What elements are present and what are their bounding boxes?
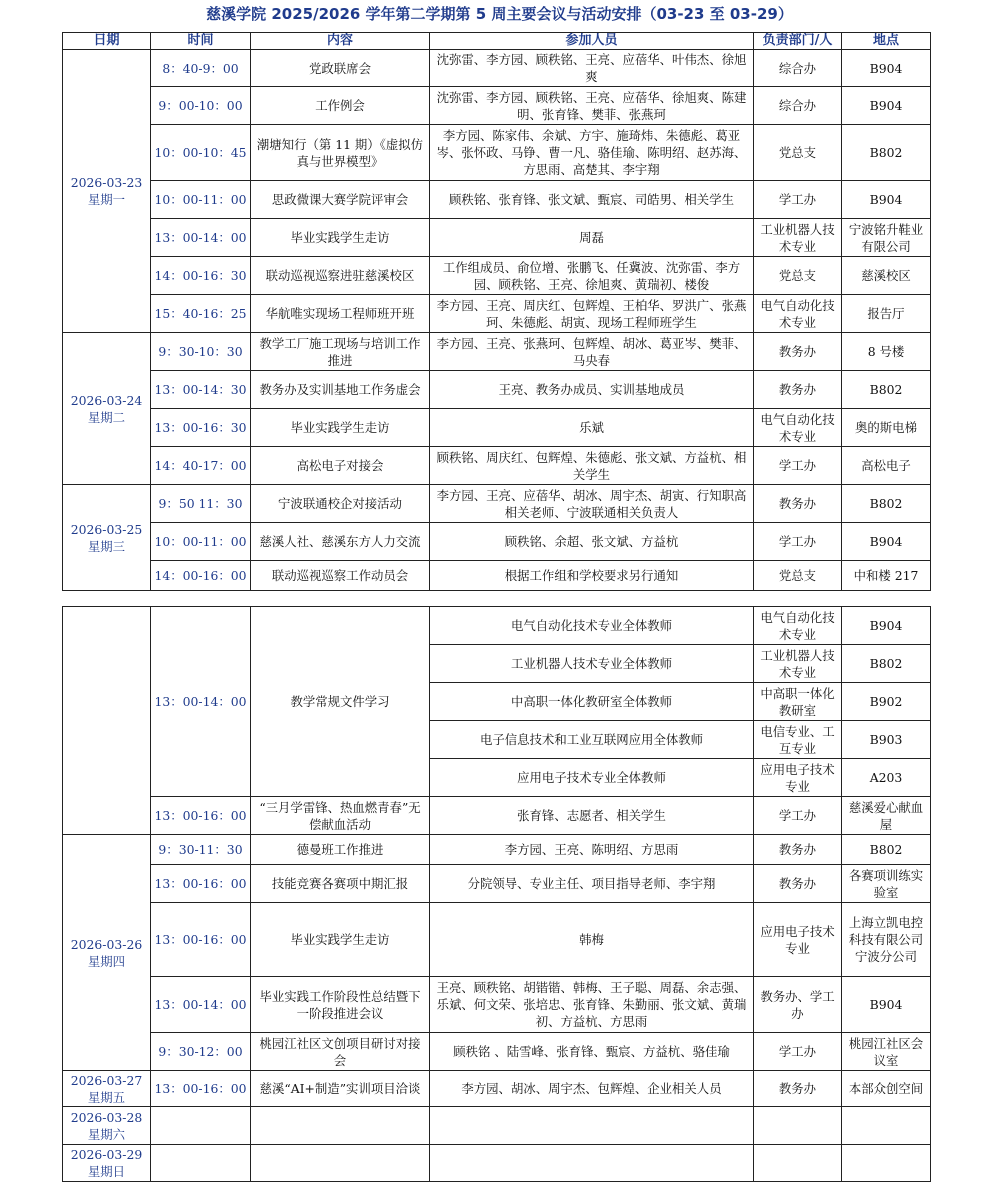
participants-cell: 李方园、陈家伟、余斌、方宇、施琦炜、朱德彪、葛亚岑、张怀政、马铮、曹一凡、骆佳瑜、陈明绍、赵苏海、方思雨、高楚其、李宇翔	[430, 125, 754, 181]
department-cell: 应用电子技术专业	[754, 759, 842, 797]
location-cell: 中和楼 217	[842, 561, 931, 591]
weekday-text: 星期三	[87, 538, 126, 554]
date-text: 2026-03-26	[70, 936, 143, 952]
table-row	[63, 523, 931, 561]
department-cell: 应用电子技术专业	[754, 903, 842, 977]
table-row	[63, 257, 931, 295]
participants-cell: 顾秩铭、余超、张文斌、方益杭	[430, 523, 754, 561]
time-cell: 10：00-11：00	[151, 181, 251, 219]
content-cell-empty	[251, 1145, 430, 1182]
table-row	[63, 1033, 931, 1071]
header-date: 日期	[63, 33, 151, 50]
location-cell: B904	[842, 181, 931, 219]
header-content: 内容	[251, 33, 430, 50]
time-cell: 14：00-16：30	[151, 257, 251, 295]
schedule-table-upper	[62, 32, 931, 591]
content-cell: 慈溪“AI+制造”实训项目洽谈	[251, 1071, 430, 1107]
content-cell: 桃园江社区文创项目研讨对接会	[251, 1033, 430, 1071]
date-text: 2026-03-29	[70, 1147, 143, 1162]
location-cell: 慈溪爱心献血屋	[842, 797, 931, 835]
department-cell: 学工办	[754, 523, 842, 561]
participants-cell: 李方园、胡冰、周宇杰、包辉煌、企业相关人员	[430, 1071, 754, 1107]
department-cell: 综合办	[754, 87, 842, 125]
participants-cell: 顾秩铭、张育锋、张文斌、甄宸、司皓男、相关学生	[430, 181, 754, 219]
location-cell: 上海立凯电控科技有限公司宁波分公司	[842, 903, 931, 977]
content-cell: 毕业实践学生走访	[251, 903, 430, 977]
content-cell: 德曼班工作推进	[251, 835, 430, 865]
date-text: 2026-03-25	[70, 521, 143, 537]
content-cell: 技能竞赛各赛项中期汇报	[251, 865, 430, 903]
location-cell: B802	[842, 835, 931, 865]
participants-cell: 顾秩铭 、陆雪峰、张育锋、甄宸、方益杭、骆佳瑜	[430, 1033, 754, 1071]
location-cell: 8 号楼	[842, 333, 931, 371]
time-cell: 10：00-11：00	[151, 523, 251, 561]
table-row	[63, 977, 931, 1033]
participants-cell: 李方园、王亮、张燕珂、包辉煌、胡冰、葛亚岑、樊菲、马央春	[430, 333, 754, 371]
content-cell: 教务办及实训基地工作务虚会	[251, 371, 430, 409]
time-cell-empty	[151, 1107, 251, 1145]
location-cell: 宁波铭升鞋业有限公司	[842, 219, 931, 257]
department-cell: 综合办	[754, 50, 842, 87]
header-department: 负责部门/人	[754, 33, 842, 50]
participants-cell: 顾秩铭、周庆红、包辉煌、朱德彪、张文斌、方益杭、相关学生	[430, 447, 754, 485]
department-cell: 工业机器人技术专业	[754, 219, 842, 257]
weekday-text: 星期一	[87, 192, 126, 207]
date-text: 2026-03-27	[70, 1072, 143, 1088]
content-cell: 工作例会	[251, 87, 430, 125]
time-cell: 13：00-16：00	[151, 1071, 251, 1107]
participants-cell: 电气自动化技术专业全体教师	[430, 607, 754, 645]
department-cell: 电信专业、工互专业	[754, 721, 842, 759]
table-row	[63, 333, 931, 371]
table-row	[63, 1071, 931, 1107]
content-cell: 慈溪人社、慈溪东方人力交流	[251, 523, 430, 561]
department-cell: 学工办	[754, 447, 842, 485]
participants-cell: 应用电子技术专业全体教师	[430, 759, 754, 797]
header-time: 时间	[151, 33, 251, 50]
participants-cell: 李方园、王亮、陈明绍、方思雨	[430, 835, 754, 865]
time-cell: 13：00-14：00	[151, 977, 251, 1033]
time-cell-empty	[151, 1145, 251, 1182]
department-cell: 教务办	[754, 485, 842, 523]
participants-cell: 王亮、顾秩铭、胡锴锴、韩梅、王子聪、周磊、余志强、乐斌、何文荣、张培忠、张育锋、朱勤丽、张文斌、黄瑞初、方益杭、方思雨	[430, 977, 754, 1033]
content-cell: 高松电子对接会	[251, 447, 430, 485]
content-cell: 华航唯实现场工程师班开班	[251, 295, 430, 333]
time-cell: 13：00-16：00	[151, 903, 251, 977]
location-cell: 桃园江社区会议室	[842, 1033, 931, 1071]
participants-cell: 沈弥雷、李方园、顾秩铭、王亮、应蓓华、徐旭爽、陈建明、张育锋、樊菲、张燕珂	[430, 87, 754, 125]
participants-cell: 李方园、王亮、周庆红、包辉煌、王柏华、罗洪广、张燕珂、朱德彪、胡寅、现场工程师班学生	[430, 295, 754, 333]
date-cell	[63, 485, 151, 591]
weekday-text: 星期二	[87, 409, 126, 425]
department-cell: 工业机器人技术专业	[754, 645, 842, 683]
participants-cell-empty	[430, 1107, 754, 1145]
content-cell-empty	[251, 1107, 430, 1145]
time-cell: 13：00-14：00	[151, 607, 251, 797]
participants-cell: 张育锋、志愿者、相关学生	[430, 797, 754, 835]
participants-cell: 李方园、王亮、应蓓华、胡冰、周宇杰、胡寅、行知职高相关老师、宁波联通相关负责人	[430, 485, 754, 523]
participants-cell-empty	[430, 1145, 754, 1182]
time-cell: 9：30-10：30	[151, 333, 251, 371]
department-cell: 中高职一体化教研室	[754, 683, 842, 721]
weekday-text: 星期五	[87, 1089, 126, 1105]
table-row	[63, 87, 931, 125]
page-title: 慈溪学院 2025/2026 学年第二学期第 5 周主要会议与活动安排（03-23 至 03-29）	[206, 5, 793, 23]
table-row	[63, 447, 931, 485]
location-cell: B902	[842, 683, 931, 721]
location-cell: 各赛项训练实验室	[842, 865, 931, 903]
department-cell: 教务办	[754, 865, 842, 903]
date-cell	[63, 50, 151, 333]
table-row	[63, 409, 931, 447]
participants-cell: 沈弥雷、李方园、顾秩铭、王亮、应蓓华、叶伟杰、徐旭爽	[430, 50, 754, 87]
content-cell: 党政联席会	[251, 50, 430, 87]
table-row	[63, 835, 931, 865]
participants-cell: 中高职一体化教研室全体教师	[430, 683, 754, 721]
time-cell: 9：50 11：30	[151, 485, 251, 523]
weekday-text: 星期四	[87, 953, 126, 969]
content-cell: 联动巡视巡察进驻慈溪校区	[251, 257, 430, 295]
time-cell: 15：40-16：25	[151, 295, 251, 333]
content-cell: 毕业实践学生走访	[251, 219, 430, 257]
participants-cell: 电子信息技术和工业互联网应用全体教师	[430, 721, 754, 759]
header-location: 地点	[842, 33, 931, 50]
table-row	[63, 219, 931, 257]
content-cell: “三月学雷锋、热血燃青春”无偿献血活动	[251, 797, 430, 835]
time-cell: 13：00-14：00	[151, 219, 251, 257]
content-cell: 教学常规文件学习	[251, 607, 430, 797]
table-row	[63, 607, 931, 645]
date-cell	[63, 1107, 151, 1145]
date-cell-empty	[63, 607, 151, 835]
content-cell: 潮塘知行（第 11 期）《虚拟仿真与世界模型》	[251, 125, 430, 181]
date-cell	[63, 1145, 151, 1182]
department-cell: 电气自动化技术专业	[754, 409, 842, 447]
time-cell: 9：00-10：00	[151, 87, 251, 125]
location-cell: B802	[842, 371, 931, 409]
date-cell	[63, 835, 151, 1071]
department-cell: 学工办	[754, 181, 842, 219]
table-row	[63, 295, 931, 333]
time-cell: 13：00-16：30	[151, 409, 251, 447]
location-cell: B904	[842, 607, 931, 645]
time-cell: 14：40-17：00	[151, 447, 251, 485]
table-row	[63, 485, 931, 523]
department-cell: 党总支	[754, 125, 842, 181]
table-row	[63, 865, 931, 903]
location-cell: B903	[842, 721, 931, 759]
location-cell: B802	[842, 125, 931, 181]
table-row	[63, 50, 931, 87]
table-row	[63, 903, 931, 977]
department-cell: 学工办	[754, 797, 842, 835]
content-cell: 联动巡视巡察工作动员会	[251, 561, 430, 591]
department-cell: 教务办	[754, 835, 842, 865]
table-row	[63, 181, 931, 219]
participants-cell: 王亮、教务办成员、实训基地成员	[430, 371, 754, 409]
date-cell	[63, 333, 151, 485]
table-row	[63, 125, 931, 181]
department-cell: 教务办	[754, 371, 842, 409]
time-cell: 9：30-12：00	[151, 1033, 251, 1071]
participants-cell: 周磊	[430, 219, 754, 257]
participants-cell: 根据工作组和学校要求另行通知	[430, 561, 754, 591]
department-cell-empty	[754, 1145, 842, 1182]
table-row	[63, 1107, 931, 1145]
department-cell: 电气自动化技术专业	[754, 295, 842, 333]
location-cell-empty	[842, 1107, 931, 1145]
location-cell: A203	[842, 759, 931, 797]
participants-cell: 工作组成员、俞位增、张鹏飞、任冀波、沈弥雷、李方园、顾秩铭、王亮、徐旭爽、黄瑞初、楼俊	[430, 257, 754, 295]
content-cell: 宁波联通校企对接活动	[251, 485, 430, 523]
department-cell: 教务办	[754, 333, 842, 371]
participants-cell: 乐斌	[430, 409, 754, 447]
date-text: 2026-03-23	[70, 175, 143, 190]
department-cell: 党总支	[754, 257, 842, 295]
department-cell: 学工办	[754, 1033, 842, 1071]
location-cell: B904	[842, 87, 931, 125]
weekday-text: 星期日	[87, 1164, 126, 1179]
schedule-table-lower	[62, 606, 931, 1182]
department-cell: 党总支	[754, 561, 842, 591]
table-row	[63, 1145, 931, 1182]
location-cell: 报告厅	[842, 295, 931, 333]
time-cell: 14：00-16：00	[151, 561, 251, 591]
weekday-text: 星期六	[87, 1126, 126, 1142]
location-cell: 奥的斯电梯	[842, 409, 931, 447]
table-row	[63, 561, 931, 591]
content-cell: 毕业实践学生走访	[251, 409, 430, 447]
location-cell: B904	[842, 523, 931, 561]
content-cell: 教学工厂施工现场与培训工作推进	[251, 333, 430, 371]
time-cell: 8：40-9：00	[151, 50, 251, 87]
time-cell: 9：30-11：30	[151, 835, 251, 865]
date-text: 2026-03-28	[70, 1109, 143, 1125]
location-cell-empty	[842, 1145, 931, 1182]
header-row	[63, 33, 931, 50]
participants-cell: 工业机器人技术专业全体教师	[430, 645, 754, 683]
department-cell-empty	[754, 1107, 842, 1145]
location-cell: B802	[842, 645, 931, 683]
header-participants: 参加人员	[430, 33, 754, 50]
department-cell: 教务办	[754, 1071, 842, 1107]
table-row	[63, 371, 931, 409]
participants-cell: 韩梅	[430, 903, 754, 977]
department-cell: 教务办、学工办	[754, 977, 842, 1033]
location-cell: 慈溪校区	[842, 257, 931, 295]
time-cell: 13：00-14：30	[151, 371, 251, 409]
time-cell: 13：00-16：00	[151, 797, 251, 835]
department-cell: 电气自动化技术专业	[754, 607, 842, 645]
location-cell: B904	[842, 50, 931, 87]
location-cell: B802	[842, 485, 931, 523]
content-cell: 思政微课大赛学院评审会	[251, 181, 430, 219]
location-cell: 本部众创空间	[842, 1071, 931, 1107]
table-row	[63, 797, 931, 835]
participants-cell: 分院领导、专业主任、项目指导老师、李宇翔	[430, 865, 754, 903]
time-cell: 10：00-10：45	[151, 125, 251, 181]
date-text: 2026-03-24	[70, 392, 143, 408]
location-cell: 高松电子	[842, 447, 931, 485]
date-cell	[63, 1071, 151, 1107]
location-cell: B904	[842, 977, 931, 1033]
content-cell: 毕业实践工作阶段性总结暨下一阶段推进会议	[251, 977, 430, 1033]
time-cell: 13：00-16：00	[151, 865, 251, 903]
